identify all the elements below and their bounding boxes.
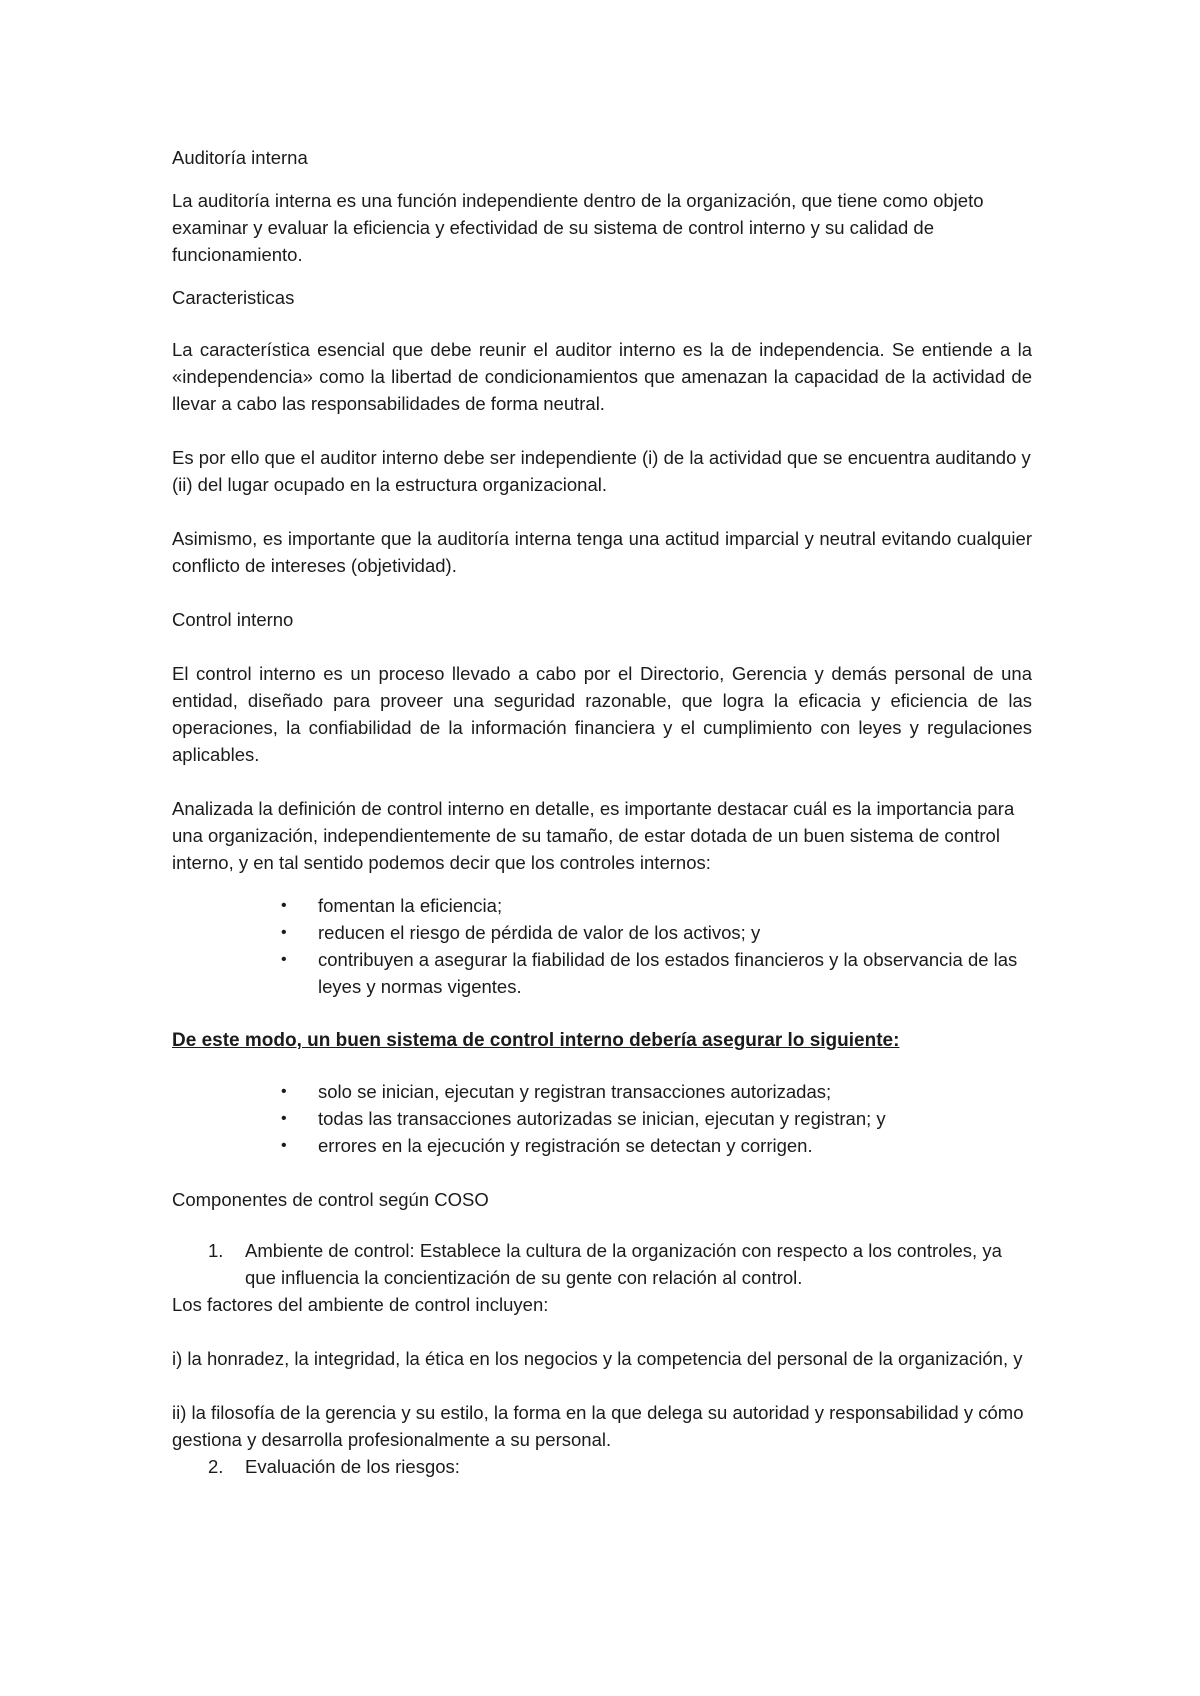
caracteristicas-paragraph-1: La característica esencial que debe reunir el auditor interno es la de independencia. Se entiende a la «independencia» como la libertad de condicionamientos que amenazan la capacidad de la actividad de llevar a cabo las responsabilidades de forma neutral. xyxy=(172,339,1032,414)
intro-paragraph: La auditoría interna es una función independiente dentro de la organización, que tiene como objeto examinar y evaluar la eficiencia y efectividad de su sistema de control interno y su calidad de funcionamiento. xyxy=(172,190,984,265)
list-item-text: Ambiente de control: Establece la cultura de la organización con respecto a los controles, ya que influencia la concientización de su gente con relación al control. xyxy=(245,1240,1002,1288)
coso-numbered-list xyxy=(172,1237,1032,1291)
controles-bullet-list xyxy=(172,892,1032,1000)
list-item-text: errores en la ejecución y registración se detectan y corrigen. xyxy=(318,1135,813,1156)
list-item-text: fomentan la eficiencia; xyxy=(318,895,503,916)
factor-i-paragraph: i) la honradez, la integridad, la ética en los negocios y la competencia del personal de la organización, y xyxy=(172,1348,1023,1369)
control-interno-paragraph-1: El control interno es un proceso llevado a cabo por el Directorio, Gerencia y demás personal de una entidad, diseñado para proveer una seguridad razonable, que logra la eficacia y eficiencia de las operaciones, la confiabilidad de la información financiera y el cumplimiento con leyes y regulaciones aplicables. xyxy=(172,663,1032,765)
control-interno-paragraph-2: Analizada la definición de control interno en detalle, es importante destacar cuál es la importancia para una organización, independientemente de su tamaño, de estar dotada de un buen sistema de control interno, y en tal sentido podemos decir que los controles internos: xyxy=(172,798,1015,873)
asegurar-heading: De este modo, un buen sistema de control interno debería asegurar lo siguiente: xyxy=(172,1030,900,1051)
list-item xyxy=(281,1132,1032,1159)
list-item-text: todas las transacciones autorizadas se inician, ejecutan y registran; y xyxy=(318,1108,886,1129)
list-item-text: Evaluación de los riesgos: xyxy=(245,1456,460,1477)
bullet-icon: • xyxy=(281,924,287,941)
list-item xyxy=(281,946,1032,1000)
list-item xyxy=(281,1078,1032,1105)
bullet-icon: • xyxy=(281,897,287,914)
list-item-text: contribuyen a asegurar la fiabilidad de los estados financieros y la observancia de las leyes y normas vigentes. xyxy=(318,949,1018,997)
asegurar-bullet-list xyxy=(172,1078,1032,1159)
bullet-icon: • xyxy=(281,1110,287,1127)
caracteristicas-heading: Caracteristicas xyxy=(172,287,295,308)
caracteristicas-paragraph-3: Asimismo, es importante que la auditoría interna tenga una actitud imparcial y neutral evitando cualquier conflicto de intereses (objetividad). xyxy=(172,528,1032,576)
list-number: 1. xyxy=(208,1240,224,1261)
list-number: 2. xyxy=(208,1456,224,1477)
caracteristicas-paragraph-2: Es por ello que el auditor interno debe ser independiente (i) de la actividad que se encuentra auditando y (ii) del lugar ocupado en la estructura organizacional. xyxy=(172,447,1031,495)
control-interno-heading: Control interno xyxy=(172,609,294,630)
bullet-icon: • xyxy=(281,1083,287,1100)
list-item-text: solo se inician, ejecutan y registran transacciones autorizadas; xyxy=(318,1081,832,1102)
list-item xyxy=(172,1453,1032,1480)
factores-paragraph: Los factores del ambiente de control incluyen: xyxy=(172,1294,549,1315)
document-title: Auditoría interna xyxy=(172,147,308,168)
list-item xyxy=(281,1105,1032,1132)
bullet-icon: • xyxy=(281,951,287,968)
list-item xyxy=(281,892,1032,919)
coso-heading: Componentes de control según COSO xyxy=(172,1189,489,1210)
bullet-icon: • xyxy=(281,1137,287,1154)
list-item-text: reducen el riesgo de pérdida de valor de los activos; y xyxy=(318,922,761,943)
list-item xyxy=(281,919,1032,946)
list-item xyxy=(208,1237,1032,1291)
factor-ii-paragraph: ii) la filosofía de la gerencia y su estilo, la forma en la que delega su autoridad y responsabilidad y cómo gestiona y desarrolla profesionalmente a su personal. xyxy=(172,1402,1024,1450)
